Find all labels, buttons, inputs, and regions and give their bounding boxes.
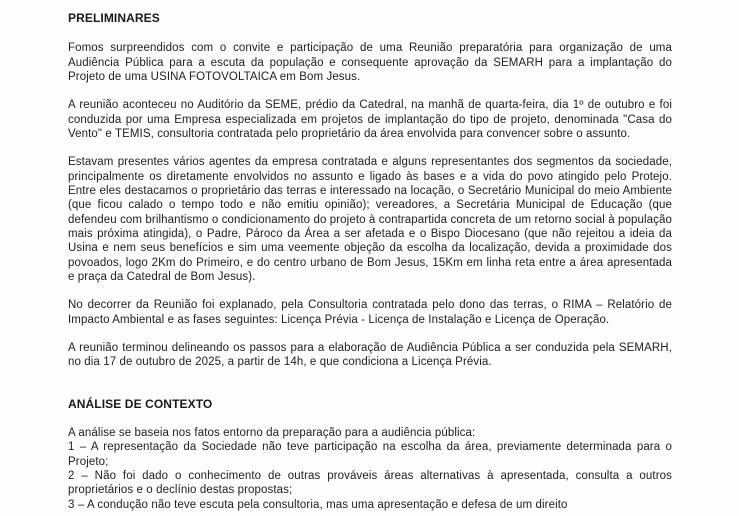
section-heading-analise-de-contexto: ANÁLISE DE CONTEXTO	[68, 396, 213, 411]
paragraph-reuniao-local: A reunião aconteceu no Auditório da SEME, prédio da Catedral, na manhã de quarta-feira, dia 1º de outubro e foi conduzida por uma Empresa especializada em projetos de implantação do tipo de projeto, denominada "Casa do Vento" e TEMIS, consultoria contratada pelo proprietário da área envolvida para convencer sobre o assunto.	[68, 99, 672, 140]
paragraph-intro: Fomos surpreendidos com o convite e participação de uma Reunião preparatória para organização de uma Audiência Pública para a escuta da população e consequente aprovação da SEMARH para a implantação do Projeto de uma USINA FOTOVOLTAICA em Bom Jesus.	[68, 42, 672, 83]
list-item-3-partially-clipped: 3 – A condução não teve escuta pela consultoria, mas uma apresentação e defesa de um direito	[68, 498, 568, 511]
section-heading-preliminares: PRELIMINARES	[68, 11, 160, 25]
paragraph-presentes: Estavam presentes vários agentes da empresa contratada e alguns representantes dos segmentos da sociedade, principalmente os diretamente envolvidos no assunto e ligado às bases e a vida do povo atingido pelo Protejo. Entre eles destacamos o proprietário das terras e interessado na locação, o Secretário Municipal do meio Ambiente (que ficou calado o tempo todo e não emitiu opinião); vereadores, a Secretária Municipal de Educação (que defendeu com brilhantismo o condicionamento do projeto à contrapartida concreta de um retorno social à população mais próxima atingida), o Padre, Pároco da Área a ser afetada e o Bispo Diocesano (que não rejeitou a ideia da Usina e nem seus benefícios e sim uma veemente objeção da escolha da localização, devida a proximidade dos povoados, logo 2Km do Primeiro, e do centro urbano de Bom Jesus, 15Km em linha reta entre a área apresentada e praça da Catedral de Bom Jesus).	[68, 156, 672, 283]
analysis-intro-line: A análise se baseia nos fatos entorno da preparação para a audiência pública:	[68, 426, 476, 439]
list-item-2: 2 – Não foi dado o conhecimento de outras prováveis áreas alternativas à apresentada, consulta a outros proprietários e o declínio destas propostas;	[68, 469, 672, 497]
analysis-block	[68, 426, 672, 512]
paragraph-encerramento: A reunião terminou delineando os passos para a elaboração de Audiência Pública a ser conduzida pela SEMARH, no dia 17 de outubro de 2025, a partir de 14h, e que condiciona a Licença Prévia.	[68, 341, 672, 369]
list-item-1: 1 – A representação da Sociedade não teve participação na escolha da área, previamente determinada para o Projeto;	[68, 441, 672, 468]
paragraph-rima: No decorrer da Reunião foi explanado, pela Consultoria contratada pelo dono das terras, o RIMA – Relatório de Impacto Ambiental e as fases seguintes: Licença Prévia - Licença de Instalação e Licença de Operação.	[68, 299, 672, 326]
